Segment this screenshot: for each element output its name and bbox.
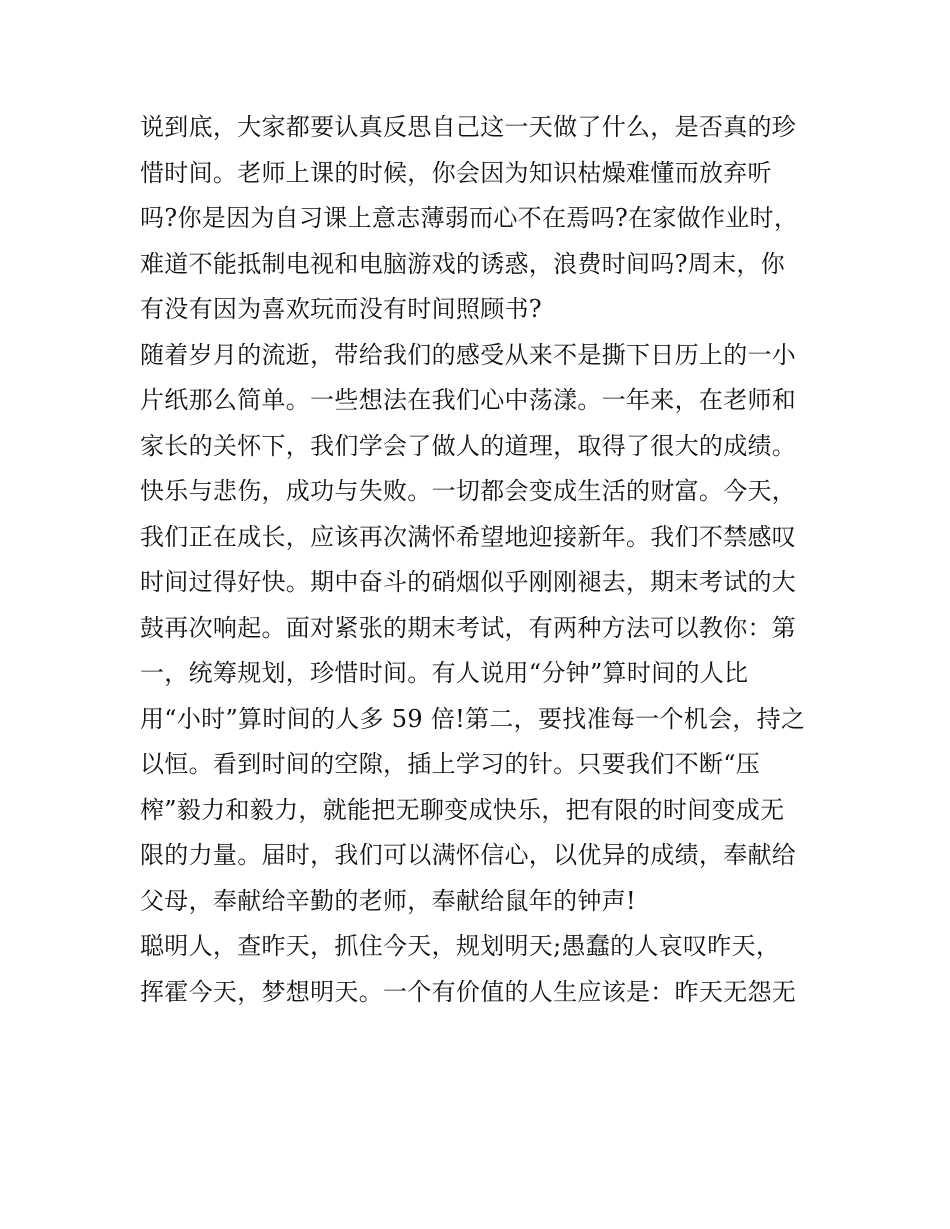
text-line: 以恒。看到时间的空隙，插上学习的针。只要我们不断“压 [140,750,761,778]
text-line: 父母，奉献给辛勤的老师，奉献给鼠年的钟声! [140,886,636,915]
text-line: 惜时间。老师上课的时候，你会因为知识枯燥难懂而放弃听 [140,158,772,187]
text-line: 片纸那么简单。一些想法在我们心中荡漾。一年来，在老师和 [140,386,797,414]
text-line: 说到底，大家都要认真反思自己这一天做了什么，是否真的珍 [140,113,797,141]
text-line: 榨”毅力和毅力，就能把无聊变成快乐，把有限的时间变成无 [140,795,785,824]
text-line: 限的力量。届时，我们可以满怀信心，以优异的成绩，奉献给 [140,841,797,869]
text-line: 聪明人，查昨天，抓住今天，规划明天;愚蠢的人哀叹昨天， [140,932,781,960]
text-line: 鼓再次响起。面对紧张的期末考试，有两种方法可以教你：第 [140,613,797,642]
text-line: 用“小时”算时间的人多 59 倍!第二，要找准每一个机会，持之 [140,704,806,733]
text-line: 随着岁月的流逝，带给我们的感受从来不是撕下日历上的一小 [140,340,797,369]
text-line: 有没有因为喜欢玩而没有时间照顾书? [140,295,542,323]
text-line: 时间过得好快。期中奋斗的硝烟似乎刚刚褪去，期末考试的大 [140,568,797,596]
text-line: 吗?你是因为自习课上意志薄弱而心不在焉吗?在家做作业时， [140,204,799,232]
text-line: 快乐与悲伤，成功与失败。一切都会变成生活的财富。今天， [140,477,797,505]
body-text [140,105,820,1015]
text-line: 挥霍今天，梦想明天。一个有价值的人生应该是：昨天无怨无 [140,977,797,1006]
text-line: 家长的关怀下，我们学会了做人的道理，取得了很大的成绩。 [140,431,797,460]
text-line: 我们正在成长，应该再次满怀希望地迎接新年。我们不禁感叹 [140,522,797,551]
text-line: 难道不能抵制电视和电脑游戏的诱惑，浪费时间吗?周末，你 [140,249,785,278]
text-line: 一，统筹规划，珍惜时间。有人说用“分钟”算时间的人比 [140,659,749,687]
